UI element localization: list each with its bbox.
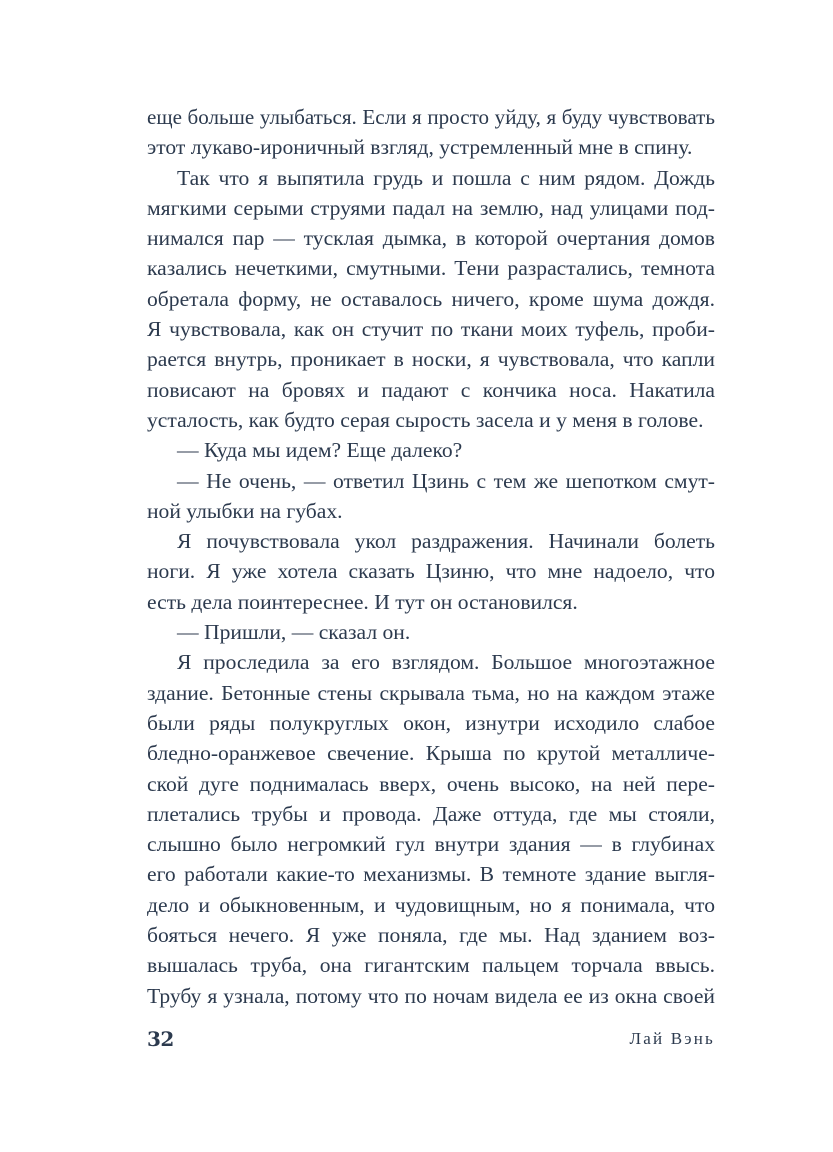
page-number: 32: [147, 1027, 174, 1051]
text-line: ной улыбки на губах.: [147, 498, 343, 523]
text-line: еще больше улыбаться. Если я просто уйду, я буду чувствовать: [147, 105, 715, 129]
page-footer: [147, 1024, 715, 1054]
body-text: [147, 102, 715, 1011]
text-line: — Не очень, — ответил Цзинь с тем же шепотком смут-: [177, 468, 715, 493]
text-line: обретала форму, не оставалось ничего, кроме шума дождя.: [147, 286, 715, 311]
text-line: казались нечеткими, смутными. Тени разрастались, темнота: [147, 256, 715, 281]
text-line: Так что я выпятила грудь и пошла с ним рядом. Дождь: [177, 165, 715, 190]
text-line: Я чувствовала, как он стучит по ткани моих туфель, проби-: [147, 317, 715, 342]
text-line: здание. Бетонные стены скрывала тьма, но на каждом этаже: [147, 680, 715, 705]
text-line: плетались трубы и провода. Даже оттуда, где мы стояли,: [147, 801, 715, 826]
text-line: есть дела поинтереснее. И тут он остановился.: [147, 589, 578, 614]
text-line: бледно-оранжевое свечение. Крыша по крутой металличе-: [147, 741, 715, 766]
text-line: Я проследила за его взглядом. Большое многоэтажное: [177, 650, 715, 675]
text-line: повисают на бровях и падают с кончика носа. Накатила: [147, 377, 715, 402]
text-line: нимался пар — тусклая дымка, в которой очертания домов: [147, 226, 715, 251]
text-line: бояться нечего. Я уже поняла, где мы. Над зданием воз-: [147, 923, 715, 948]
text-line: мягкими серыми струями падал на землю, над улицами под-: [147, 195, 715, 220]
text-line: усталость, как будто серая сырость засела и у меня в голове.: [147, 407, 704, 432]
running-head-author: Лай Вэнь: [629, 1029, 715, 1048]
text-line: Я почувствовала укол раздражения. Начинали болеть: [177, 529, 715, 554]
text-line: были ряды полукруглых окон, изнутри исходило слабое: [147, 710, 715, 735]
text-line: ноги. Я уже хотела сказать Цзиню, что мне надоело, что: [147, 559, 715, 584]
text-line: дело и обыкновенным, и чудовищным, но я понимала, что: [147, 892, 715, 917]
text-line: ской дуге поднималась вверх, очень высоко, на ней пере-: [147, 771, 715, 796]
text-line: этот лукаво-ироничный взгляд, устремленный мне в спину.: [147, 135, 693, 160]
text-line: вышалась труба, она гигантским пальцем торчала ввысь.: [147, 953, 715, 978]
text-line: его работали какие-то механизмы. В темноте здание выгля-: [147, 862, 715, 887]
text-line: слышно было негромкий гул внутри здания — в глубинах: [147, 832, 715, 857]
text-line: — Куда мы идем? Еще далеко?: [177, 438, 463, 463]
text-line: — Пришли, — сказал он.: [177, 620, 411, 645]
text-line: рается внутрь, проникает в носки, я чувствовала, что капли: [147, 347, 715, 372]
text-line: Трубу я узнала, потому что по ночам видела ее из окна своей: [147, 983, 715, 1008]
